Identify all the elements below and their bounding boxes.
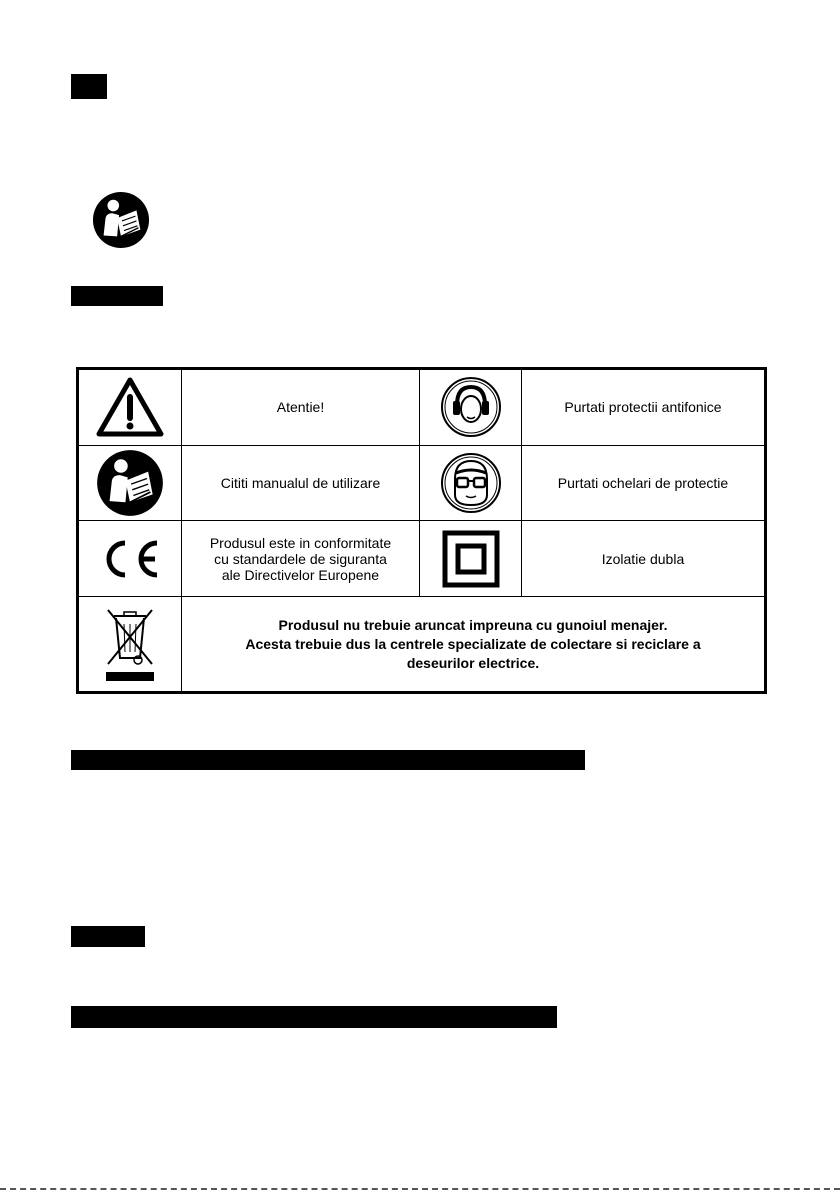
weee-notice: [182, 597, 766, 693]
text-line: deseurilor electrice.: [406, 654, 540, 671]
text-line: cu standardele de siguranta: [214, 550, 387, 567]
table-row: [78, 597, 766, 693]
table-cell: Purtati ochelari de protectie: [522, 445, 766, 521]
icon-cell: [78, 369, 182, 446]
icon-cell: [420, 369, 522, 446]
table-cell: [182, 521, 420, 597]
text-line: Acesta trebuie dus la centrele specializate de colectare si reciclare a: [245, 635, 701, 652]
double-insulation-icon: [441, 529, 501, 589]
icon-cell: [78, 521, 182, 597]
icon-cell: [78, 445, 182, 521]
table-cell: Cititi manualul de utilizare: [182, 445, 420, 521]
table-cell: Atentie!: [182, 369, 420, 446]
icon-cell: [78, 597, 182, 693]
page-bottom-divider: [0, 1188, 840, 1190]
table-cell: Purtati protectii antifonice: [522, 369, 766, 446]
safety-glasses-icon: [439, 451, 503, 515]
safety-symbols-table: [76, 367, 767, 694]
table-row: [78, 521, 766, 597]
text-line: ale Directivelor Europene: [221, 566, 380, 583]
read-manual-icon: [96, 449, 164, 517]
redacted-heading-1: [71, 74, 107, 99]
icon-cell: [420, 521, 522, 597]
ce-mark-icon: [95, 537, 165, 581]
redacted-heading-4: [71, 926, 145, 947]
table-cell: Izolatie dubla: [522, 521, 766, 597]
read-manual-icon: [92, 191, 150, 249]
redacted-heading-2: [71, 286, 163, 306]
icon-cell: [420, 445, 522, 521]
crossed-bin-icon: [100, 602, 160, 686]
table-row: [78, 445, 766, 521]
text-line: Produsul nu trebuie aruncat impreuna cu gunoiul menajer.: [278, 616, 668, 633]
warning-triangle-icon: [95, 376, 165, 438]
redacted-heading-3: [71, 750, 585, 770]
ear-protection-icon: [439, 375, 503, 439]
text-line: Produsul este in conformitate: [209, 534, 392, 551]
table-row: [78, 369, 766, 446]
redacted-heading-5: [71, 1006, 557, 1028]
